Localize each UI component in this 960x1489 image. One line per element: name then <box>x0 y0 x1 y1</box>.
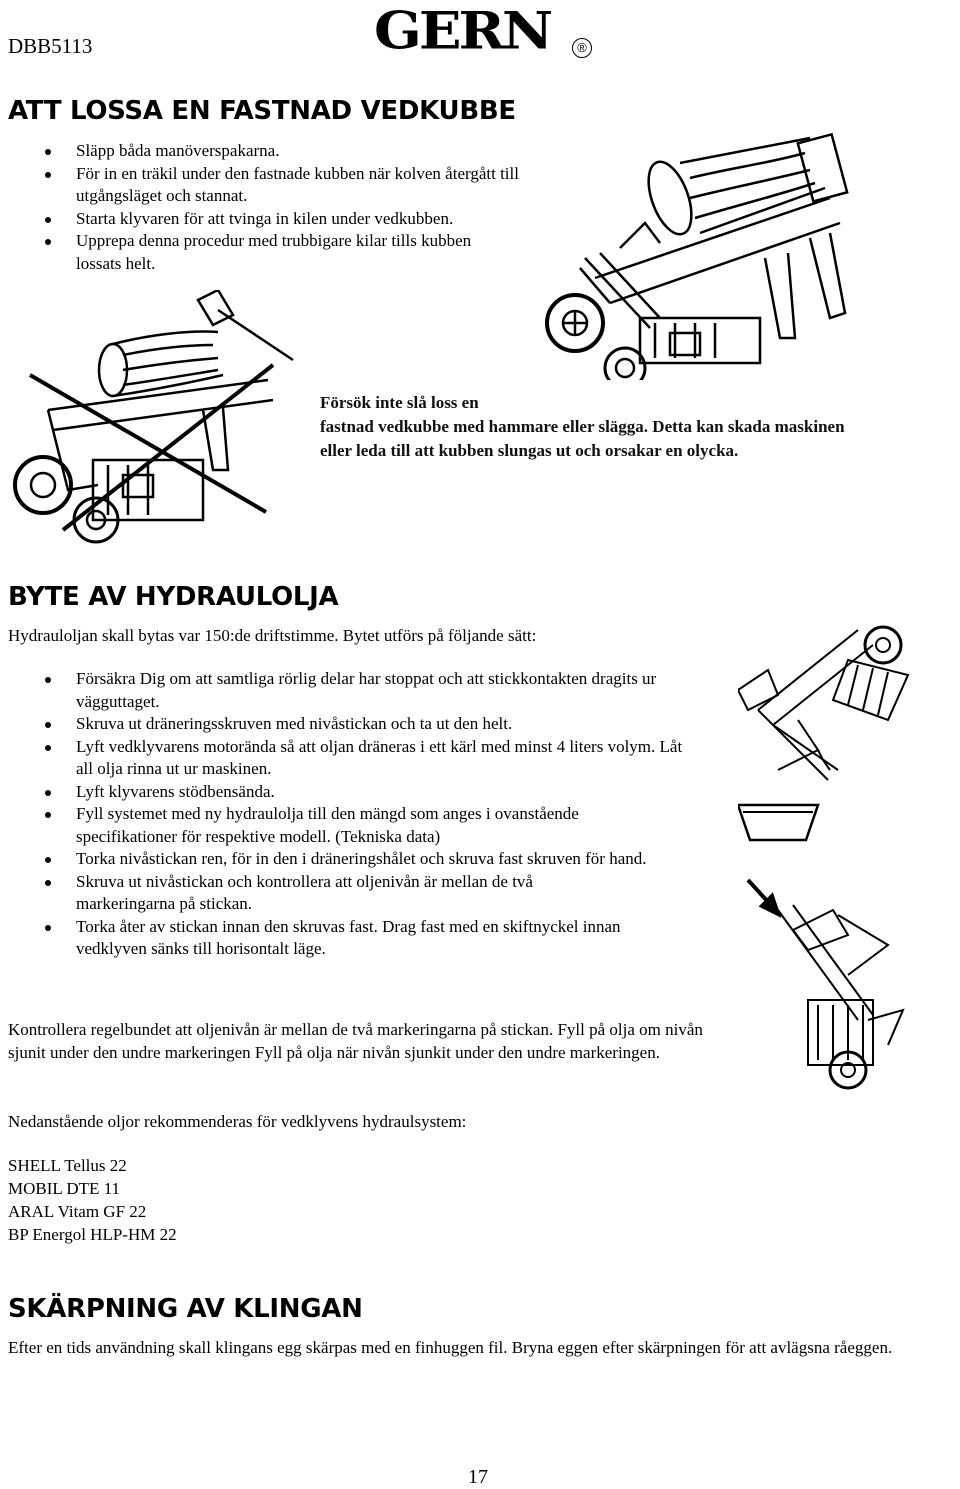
oil-change-intro: Hydrauloljan skall bytas var 150:de driftstimme. Bytet utförs på följande sätt: <box>8 626 537 645</box>
list-item: Släpp båda manöverspakarna. <box>8 140 528 163</box>
log-splitter-wedge-illustration <box>540 128 860 380</box>
oil-change-steps <box>8 668 708 961</box>
list-item: Fyll systemet med ny hydraulolja till den mängd som anges i ovanstående specifikationer för respektive modell. (Tekniska data) <box>8 803 666 848</box>
section-title-hydraulic-oil: BYTE AV HYDRAULOLJA <box>8 582 339 612</box>
section-title-stuck-log: ATT LOSSA EN FASTNAD VEDKUBBE <box>8 96 516 126</box>
list-item: Upprepa denna procedur med trubbigare kilar tills kubben lossats helt. <box>8 230 516 275</box>
page-number: 17 <box>468 1466 488 1488</box>
gern-logo <box>374 2 594 62</box>
warning-line-3: eller leda till att kubben slungas ut och orsakar en olycka. <box>320 441 739 460</box>
document-code: DBB5113 <box>8 34 93 58</box>
list-item: Starta klyvaren för att tvinga in kilen under vedkubben. <box>8 208 528 231</box>
logo-wordmark: GERN <box>374 0 551 62</box>
list-item: Skruva ut nivåstickan och kontrollera att oljenivån är mellan de två markeringarna på stickan. <box>8 871 636 916</box>
list-item: Lyft vedklyvarens motorända så att oljan dräneras i ett kärl med minst 4 liters volym. Låt all olja rinna ut ur maskinen. <box>8 736 696 781</box>
oil-recommendation-intro: Nedanstående oljor rekommenderas för vedklyvens hydraulsystem: <box>8 1112 467 1131</box>
oil-level-paragraph: Kontrollera regelbundet att oljenivån är mellan de två markeringarna på stickan. Fyll på olja om nivån sjunit under den undre markeringen Fyll på olja när nivån sjunkit under den undre markeringen. <box>8 1020 703 1062</box>
sharpening-text: Efter en tids användning skall klingans egg skärpas med en finhuggen fil. Bryna eggen efter skärpningen för att avlägsna råeggen. <box>8 1338 893 1357</box>
oil-drain-illustration <box>738 600 938 860</box>
registered-mark: ® <box>572 38 592 58</box>
list-item: Lyft klyvarens stödbensända. <box>8 781 708 804</box>
stuck-log-steps <box>8 140 528 275</box>
no-hammer-illustration <box>8 290 308 552</box>
warning-line-2: fastnad vedkubbe med hammare eller slägga. Detta kan skada maskinen <box>320 417 845 436</box>
list-item: För in en träkil under den fastnade kubben när kolven återgått till utgångsläget och stannat. <box>8 163 526 208</box>
section-title-sharpening: SKÄRPNING AV KLINGAN <box>8 1294 363 1324</box>
oil-brand-bp: BP Energol HLP-HM 22 <box>8 1225 177 1244</box>
list-item: Skruva ut dräneringsskruven med nivåstickan och ta ut den helt. <box>8 713 708 736</box>
list-item: Försäkra Dig om att samtliga rörlig delar har stoppat och att stickkontakten dragits ur vägguttaget. <box>8 668 676 713</box>
oil-brand-shell: SHELL Tellus 22 <box>8 1156 127 1175</box>
dipstick-check-illustration <box>738 870 938 1095</box>
warning-line-1: Försök inte slå loss en <box>320 393 479 412</box>
list-item: Torka nivåstickan ren, för in den i dräneringshålet och skruva fast skruven för hand. <box>8 848 696 871</box>
oil-brand-mobil: MOBIL DTE 11 <box>8 1179 121 1198</box>
oil-brand-aral: ARAL Vitam GF 22 <box>8 1202 147 1221</box>
list-item: Torka åter av stickan innan den skruvas fast. Drag fast med en skiftnyckel innan vedklyven sänks till horisontalt läge. <box>8 916 676 961</box>
